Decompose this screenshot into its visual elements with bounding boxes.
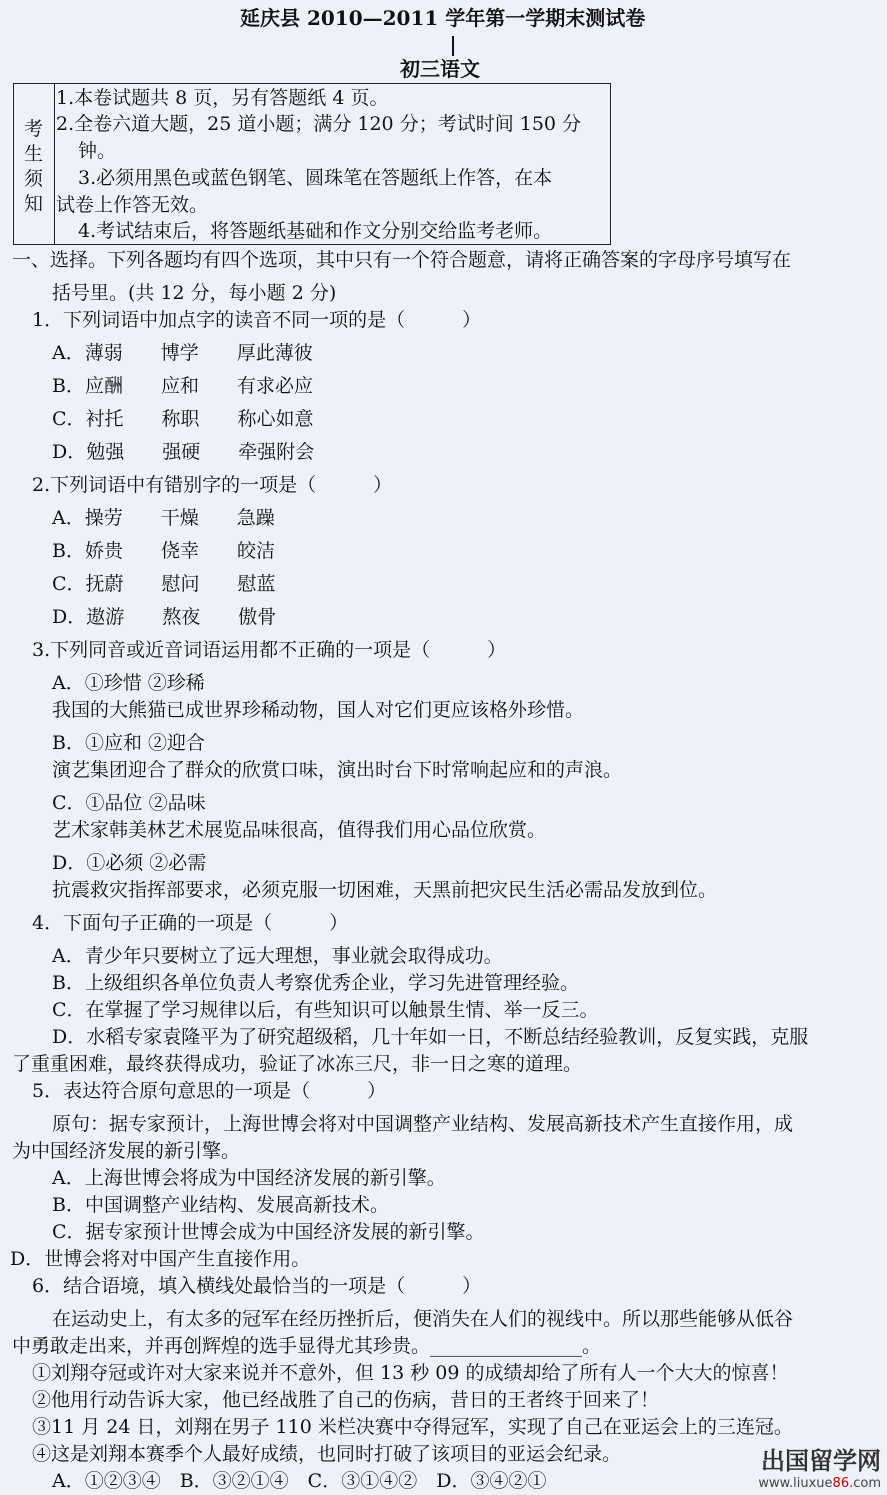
question-option: C．据专家预计世博会成为中国经济发展的新引擎。 xyxy=(52,1221,485,1243)
question-option: D．遨游 熬夜 傲骨 xyxy=(52,606,277,628)
question-option: A．薄弱 博学 厚此薄彼 xyxy=(52,342,313,364)
watermark-url-a: www.liuxue xyxy=(758,1476,833,1491)
notice-line: 1.本卷试题共 8 页，另有答题纸 4 页。 xyxy=(56,87,389,109)
question-option: B．①应和 ②迎合 xyxy=(52,732,206,754)
question-option-sentence: 抗震救灾指挥部要求，必须克服一切困难，天黑前把灾民生活必需品发放到位。 xyxy=(52,879,718,901)
question-option: C．抚蔚 慰问 慰蓝 xyxy=(52,573,276,595)
question-option-sentence: 艺术家韩美林艺术展览品味很高，值得我们用心品位欣赏。 xyxy=(52,819,547,841)
watermark-url xyxy=(758,1476,881,1491)
question-option-sentence: 演艺集团迎合了群众的欣赏口味，演出时台下时常响起应和的声浪。 xyxy=(52,759,623,781)
site-watermark xyxy=(758,1441,881,1491)
notice-label-column xyxy=(14,84,55,244)
watermark-url-b: 86 xyxy=(832,1476,850,1491)
question-stem: 1．下列词语中加点字的读音不同一项的是（ ） xyxy=(32,309,482,331)
question-stem: 6．结合语境，填入横线处最恰当的一项是（ ） xyxy=(32,1275,482,1297)
notice-label-char: 知 xyxy=(24,193,44,215)
sentence-option: ③11 月 24 日，刘翔在男子 110 米栏决赛中夺得冠军，实现了自己在亚运会上的三连冠。 xyxy=(32,1416,793,1438)
answer-choices: A．①②③④ B．③②①④ C．③①④② D．③④②① xyxy=(52,1470,547,1492)
question-stem: 5．表达符合原句意思的一项是（ ） xyxy=(32,1080,387,1102)
question-stem: 4．下面句子正确的一项是（ ） xyxy=(32,912,349,934)
original-sentence-cont: 为中国经济发展的新引擎。 xyxy=(12,1140,241,1162)
section-heading: 一、选择。下列各题均有四个选项，其中只有一个符合题意，请将正确答案的字母序号填写在 xyxy=(12,249,792,271)
notice-label-char: 须 xyxy=(24,168,44,190)
watermark-url-c: .com xyxy=(849,1476,881,1491)
passage-text: 在运动史上，有太多的冠军在经历挫折后，便消失在人们的视线中。所以那些能够从低谷 xyxy=(52,1308,794,1330)
question-option: B．上级组织各单位负责人考察优秀企业，学习先进管理经验。 xyxy=(52,972,579,994)
notice-line: 3.必须用黑色或蓝色钢笔、圆珠笔在答题纸上作答，在本 xyxy=(78,167,553,189)
question-option: C．在掌握了学习规律以后，有些知识可以触景生情、举一反三。 xyxy=(52,999,599,1021)
question-option: B．中国调整产业结构、发展高新技术。 xyxy=(52,1194,389,1216)
question-option: B．娇贵 侥幸 皎洁 xyxy=(52,540,275,562)
exam-title: 延庆县 2010—2011 学年第一学期末测试卷 xyxy=(240,6,646,30)
sentence-option: ④这是刘翔本赛季个人最好成绩，也同时打破了该项目的亚运会纪录。 xyxy=(32,1443,622,1465)
original-sentence: 原句：据专家预计，上海世博会将对中国调整产业结构、发展高新技术产生直接作用，成 xyxy=(52,1113,794,1135)
question-option: A．①珍惜 ②珍稀 xyxy=(52,672,205,694)
question-option: D．世博会将对中国产生直接作用。 xyxy=(10,1248,311,1270)
question-option: A．青少年只要树立了远大理想，事业就会取得成功。 xyxy=(52,945,503,967)
question-option: A．上海世博会将成为中国经济发展的新引擎。 xyxy=(52,1167,446,1189)
question-option: D．勉强 强硬 牵强附会 xyxy=(52,441,315,463)
question-option: A．操劳 干燥 急躁 xyxy=(52,507,275,529)
notice-line: 钟。 xyxy=(78,140,117,162)
notice-line: 4.考试结束后，将答题纸基础和作文分别交给监考老师。 xyxy=(78,220,553,242)
question-option-sentence: 我国的大熊猫已成世界珍稀动物，国人对它们更应该格外珍惜。 xyxy=(52,699,585,721)
notice-line: 试卷上作答无效。 xyxy=(56,194,209,216)
question-stem: 2.下列词语中有错别字的一项是（ ） xyxy=(32,474,393,496)
question-stem: 3.下列同音或近音词语运用都不正确的一项是（ ） xyxy=(32,639,507,661)
question-option-cont: 了重重困难，最终获得成功，验证了冰冻三尺，非一日之寒的道理。 xyxy=(12,1053,583,1075)
question-option: D．水稻专家袁隆平为了研究超级稻，几十年如一日，不断总结经验教训，反复实践，克服 xyxy=(52,1026,809,1048)
question-option: C．①品位 ②品味 xyxy=(52,792,206,814)
question-option: D．①必须 ②必需 xyxy=(52,852,207,874)
sentence-option: ①刘翔夺冠或许对大家来说并不意外，但 13 秒 09 的成绩却给了所有人一个大大的惊喜！ xyxy=(32,1362,789,1384)
passage-text-cont: 中勇敢走出来，并再创辉煌的选手显得尤其珍贵。________________。 xyxy=(12,1335,602,1357)
section-heading-cont: 括号里。(共 12 分，每小题 2 分) xyxy=(52,282,337,304)
notice-line: 2.全卷六道大题，25 道小题；满分 120 分；考试时间 150 分 xyxy=(56,113,582,135)
notice-label-char: 考 xyxy=(24,118,44,140)
title-divider xyxy=(452,36,454,56)
exam-subject: 初三语文 xyxy=(400,57,480,81)
sentence-option: ②他用行动告诉大家，他已经战胜了自己的伤病，昔日的王者终于回来了！ xyxy=(32,1389,660,1411)
question-option: B．应酬 应和 有求必应 xyxy=(52,375,313,397)
notice-label-char: 生 xyxy=(24,143,44,165)
watermark-brand: 出国留学网 xyxy=(761,1447,881,1475)
question-option: C．衬托 称职 称心如意 xyxy=(52,408,314,430)
